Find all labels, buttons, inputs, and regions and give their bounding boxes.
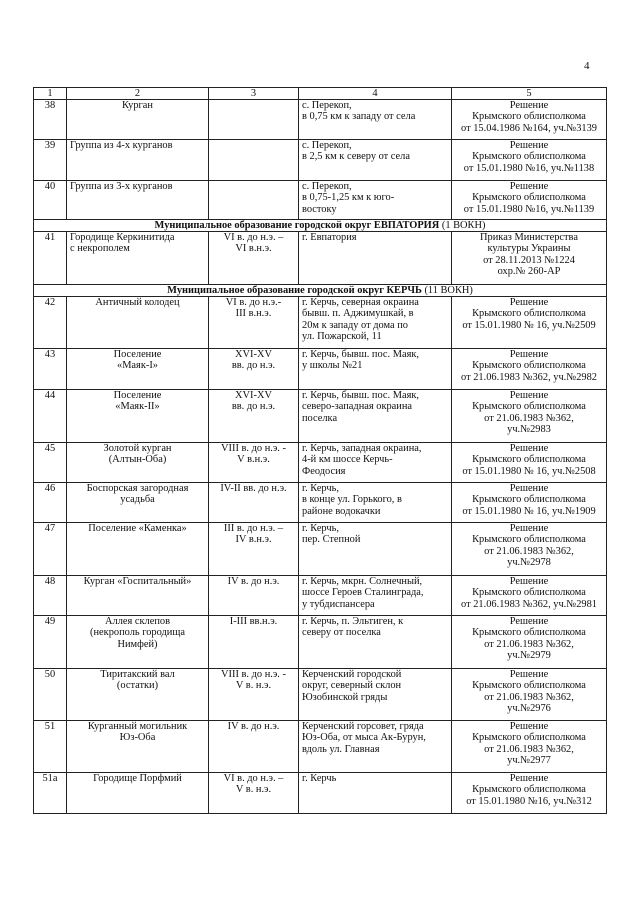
cell-text-line: уч.№2983 — [507, 423, 551, 435]
cell-text-line: вв. до н.э. — [231, 401, 276, 413]
cell-text-line: ул. Пожарской, 11 — [302, 330, 382, 342]
cell-monument-name — [67, 576, 209, 616]
cell-text-line: (остатки) — [116, 680, 159, 692]
cell-text-line: VI в. до н.э. – — [223, 773, 284, 784]
section-heading-row — [34, 220, 607, 232]
cell-monument-name — [67, 297, 209, 349]
cell-dating — [209, 140, 299, 181]
cell-text-line: I-III вв.н.э. — [229, 616, 278, 627]
cell-monument-name — [67, 721, 209, 773]
cell-text-line: от 15.01.1980 № 16, уч.№2509 — [462, 319, 596, 331]
cell-text-line: Античный колодец — [95, 297, 180, 308]
cell-text-line: Керченский горсовет, гряда — [302, 721, 424, 732]
cell-location — [299, 773, 452, 814]
cell-text-line: от 15.01.1980 № 16, уч.№1909 — [462, 505, 596, 517]
cell-dating — [209, 669, 299, 721]
cell-text-line: IV в. до н.э. — [227, 721, 280, 732]
cell-text-line: Решение — [509, 773, 549, 784]
cell-text-line: бывш. п. Аджимушкай, в — [302, 308, 414, 320]
cell-text-line: от 21.06.1983 №362, — [484, 545, 574, 557]
cell-text-line: от 21.06.1983 №362, уч.№2982 — [461, 371, 597, 383]
cell-number: 41 — [34, 232, 67, 285]
cell-text-line: VIII в. до н.э. - — [221, 443, 286, 454]
cell-text-line: Крымского облисполкома — [472, 732, 586, 744]
cell-text-line: уч.№2977 — [507, 754, 551, 766]
monuments-registry-table — [33, 87, 607, 814]
cell-number: 44 — [34, 390, 67, 443]
cell-text-line: Аллея склепов — [105, 616, 170, 627]
cell-text-line: Решение — [509, 297, 549, 308]
cell-number: 43 — [34, 349, 67, 390]
cell-text-line: Крымского облисполкома — [472, 308, 586, 320]
cell-document — [452, 181, 607, 220]
page-number: 4 — [584, 60, 590, 72]
cell-monument-name — [67, 669, 209, 721]
cell-text-line: Решение — [509, 523, 549, 534]
cell-text-line: от 21.06.1983 №362, — [484, 691, 574, 703]
cell-dating — [209, 773, 299, 814]
cell-text-line: Крымского облисполкома — [472, 454, 586, 466]
table-row — [34, 523, 607, 576]
cell-text-line: Решение — [509, 483, 549, 494]
cell-monument-name — [67, 773, 209, 814]
cell-text-line: усадьба — [120, 494, 155, 506]
cell-location — [299, 349, 452, 390]
table-row — [34, 721, 607, 773]
cell-text-line: V в. н.э. — [235, 784, 272, 796]
cell-location — [299, 232, 452, 285]
cell-document — [452, 773, 607, 814]
cell-text-line: Юз-Оба, от мыса Ак-Бурун, — [302, 732, 426, 744]
table-row — [34, 773, 607, 814]
cell-text-line: Крымского облисполкома — [472, 587, 586, 599]
cell-text-line: округ, северный склон — [302, 680, 402, 692]
cell-text-line: Феодосия — [302, 465, 346, 477]
cell-location — [299, 483, 452, 523]
cell-document — [452, 232, 607, 285]
cell-location — [299, 616, 452, 669]
cell-text-line: Решение — [509, 349, 549, 360]
table-row — [34, 669, 607, 721]
cell-text-line: Городище Керкинитида — [70, 232, 175, 243]
cell-text-line: районе водокачки — [302, 505, 381, 517]
cell-text-line: г. Керчь, бывш. пос. Маяк, — [302, 349, 419, 360]
cell-text-line: Курган — [122, 100, 153, 111]
column-number-row — [34, 88, 607, 100]
cell-text-line: от 28.11.2013 №1224 — [483, 254, 575, 266]
cell-monument-name — [67, 483, 209, 523]
cell-monument-name — [67, 390, 209, 443]
cell-monument-name — [67, 523, 209, 576]
cell-text-line: с некрополем — [70, 243, 130, 255]
cell-text-line: XVI-XV — [235, 349, 272, 360]
cell-document — [452, 100, 607, 140]
table-row — [34, 443, 607, 483]
cell-dating — [209, 232, 299, 285]
cell-text-line: Курганный могильник — [87, 721, 188, 732]
section-heading-count: (1 ВОКН) — [439, 220, 486, 231]
cell-text-line: г. Керчь, п. Эльтиген, к — [302, 616, 404, 627]
cell-text-line: VI в. до н.э. – — [223, 232, 284, 243]
cell-text-line: г. Керчь — [302, 773, 337, 784]
cell-text-line: с. Перекоп, — [302, 181, 352, 192]
cell-text-line: г. Керчь, мкрн. Солнечный, — [302, 576, 423, 587]
cell-number: 47 — [34, 523, 67, 576]
table-row — [34, 140, 607, 181]
cell-number: 51а — [34, 773, 67, 814]
table-row — [34, 483, 607, 523]
cell-text-line: Крымского облисполкома — [472, 494, 586, 506]
cell-text-line: от 15.04.1986 №164, уч.№3139 — [461, 122, 597, 134]
cell-text-line: Поселение «Каменка» — [88, 523, 187, 534]
cell-text-line: Керченский городской — [302, 669, 402, 680]
cell-text-line: IV-II вв. до н.э. — [220, 483, 287, 494]
cell-monument-name — [67, 181, 209, 220]
cell-dating — [209, 616, 299, 669]
section-heading-row — [34, 285, 607, 297]
cell-text-line: пер. Степной — [302, 534, 361, 546]
cell-text-line: Крымского облисполкома — [472, 784, 586, 796]
cell-text-line: VIII в. до н.э. - — [221, 669, 286, 680]
cell-text-line: Юзобинской гряды — [302, 691, 388, 703]
cell-location — [299, 523, 452, 576]
cell-monument-name — [67, 616, 209, 669]
cell-dating — [209, 576, 299, 616]
section-heading — [34, 285, 607, 297]
cell-text-line: Нимфей) — [117, 638, 158, 650]
cell-text-line: Золотой курган — [103, 443, 172, 454]
cell-document — [452, 140, 607, 181]
cell-text-line: Решение — [509, 576, 549, 587]
cell-text-line: уч.№2976 — [507, 702, 551, 714]
cell-document — [452, 349, 607, 390]
cell-text-line: (некрополь городища — [90, 627, 185, 639]
cell-text-line: Юз-Оба — [119, 732, 156, 744]
cell-text-line: г. Керчь, бывш. пос. Маяк, — [302, 390, 419, 401]
cell-text-line: уч.№2978 — [507, 556, 551, 568]
cell-location — [299, 576, 452, 616]
cell-number: 40 — [34, 181, 67, 220]
cell-text-line: «Маяк-II» — [115, 401, 160, 413]
cell-text-line: с. Перекоп, — [302, 100, 352, 111]
cell-text-line: 20м к западу от дома по — [302, 319, 408, 331]
cell-location — [299, 390, 452, 443]
cell-text-line: у тубдиспансера — [302, 598, 375, 610]
cell-text-line: Крымского облисполкома — [472, 192, 586, 204]
cell-document — [452, 443, 607, 483]
cell-text-line: вв. до н.э. — [231, 360, 276, 372]
cell-text-line: у школы №21 — [302, 360, 363, 372]
cell-text-line: Курган «Госпитальный» — [83, 576, 192, 587]
column-number: 2 — [67, 88, 209, 100]
cell-dating — [209, 721, 299, 773]
cell-number: 42 — [34, 297, 67, 349]
table-row — [34, 100, 607, 140]
cell-text-line: от 15.01.1980 №16, уч.№1138 — [463, 162, 595, 174]
table-row — [34, 576, 607, 616]
table-row — [34, 616, 607, 669]
cell-text-line: (Алтын-Оба) — [108, 454, 167, 466]
cell-document — [452, 721, 607, 773]
cell-document — [452, 523, 607, 576]
cell-text-line: г. Евпатория — [302, 232, 357, 243]
cell-dating — [209, 390, 299, 443]
section-heading-title: Муниципальное образование городской округ КЕРЧЬ — [167, 285, 422, 296]
cell-text-line: Решение — [509, 390, 549, 401]
cell-dating — [209, 443, 299, 483]
cell-text-line: XVI-XV — [235, 390, 272, 401]
cell-dating — [209, 100, 299, 140]
cell-document — [452, 297, 607, 349]
column-number: 3 — [209, 88, 299, 100]
cell-text-line: Крымского облисполкома — [472, 627, 586, 639]
cell-text-line: от 15.01.1980 №16, уч.№312 — [466, 795, 592, 807]
cell-monument-name — [67, 100, 209, 140]
column-number: 1 — [34, 88, 67, 100]
cell-text-line: с. Перекоп, — [302, 140, 352, 151]
cell-location — [299, 100, 452, 140]
cell-number: 49 — [34, 616, 67, 669]
cell-text-line: V в. н.э. — [235, 680, 272, 692]
cell-number: 39 — [34, 140, 67, 181]
cell-number: 50 — [34, 669, 67, 721]
cell-text-line: Решение — [509, 100, 549, 111]
cell-text-line: шоссе Героев Сталинграда, — [302, 587, 424, 599]
cell-document — [452, 390, 607, 443]
cell-dating — [209, 483, 299, 523]
registry-table-body — [34, 88, 607, 814]
cell-text-line: от 21.06.1983 №362, — [484, 743, 574, 755]
cell-text-line: поселка — [302, 412, 338, 424]
cell-text-line: в 0,75 км к западу от села — [302, 111, 416, 123]
cell-text-line: Приказ Министерства — [480, 232, 578, 243]
cell-dating — [209, 349, 299, 390]
cell-text-line: уч.№2979 — [507, 649, 551, 661]
cell-text-line: Тиритакский вал — [100, 669, 175, 680]
table-row — [34, 390, 607, 443]
cell-monument-name — [67, 140, 209, 181]
cell-text-line: северу от поселка — [302, 627, 381, 639]
cell-dating — [209, 297, 299, 349]
section-heading-count: (11 ВОКН) — [421, 285, 473, 296]
cell-location — [299, 140, 452, 181]
cell-text-line: в 2,5 км к северу от села — [302, 151, 410, 163]
cell-text-line: культуры Украины — [487, 243, 571, 255]
cell-text-line: Поселение — [113, 349, 162, 360]
cell-text-line: V в.н.э. — [237, 454, 270, 466]
cell-text-line: г. Керчь, северная окраина — [302, 297, 419, 308]
table-row — [34, 232, 607, 285]
cell-dating — [209, 523, 299, 576]
cell-text-line: северо-западная окраина — [302, 401, 413, 413]
cell-text-line: от 21.06.1983 №362, — [484, 412, 574, 424]
cell-location — [299, 721, 452, 773]
column-number: 4 — [299, 88, 452, 100]
cell-text-line: от 21.06.1983 №362, уч.№2981 — [461, 598, 597, 610]
cell-location — [299, 669, 452, 721]
cell-text-line: VI в. до н.э.- — [225, 297, 282, 308]
cell-text-line: Решение — [509, 181, 549, 192]
cell-text-line: в конце ул. Горького, в — [302, 494, 402, 506]
cell-text-line: г. Керчь, западная окраина, — [302, 443, 422, 454]
table-row — [34, 349, 607, 390]
cell-text-line: III в. до н.э. – — [223, 523, 284, 534]
cell-text-line: Решение — [509, 140, 549, 151]
section-heading-title: Муниципальное образование городской округ ЕВПАТОРИЯ — [154, 220, 440, 231]
table-row — [34, 297, 607, 349]
cell-text-line: Крымского облисполкома — [472, 360, 586, 372]
cell-text-line: от 15.01.1980 № 16, уч.№2508 — [462, 465, 596, 477]
cell-number: 48 — [34, 576, 67, 616]
cell-text-line: охр.№ 260-АР — [497, 265, 561, 277]
cell-text-line: от 21.06.1983 №362, — [484, 638, 574, 650]
cell-text-line: VI в.н.э. — [235, 243, 272, 255]
cell-location — [299, 297, 452, 349]
cell-text-line: Решение — [509, 721, 549, 732]
cell-text-line: «Маяк-I» — [117, 360, 158, 372]
cell-number: 51 — [34, 721, 67, 773]
cell-document — [452, 483, 607, 523]
cell-text-line: III в.н.э. — [235, 308, 272, 320]
cell-text-line: Крымского облисполкома — [472, 401, 586, 413]
cell-text-line: востоку — [302, 203, 337, 215]
cell-location — [299, 443, 452, 483]
cell-document — [452, 669, 607, 721]
cell-text-line: Решение — [509, 443, 549, 454]
cell-text-line: Крымского облисполкома — [472, 111, 586, 123]
cell-monument-name — [67, 349, 209, 390]
cell-number: 38 — [34, 100, 67, 140]
cell-text-line: Боспорская загородная — [86, 483, 189, 494]
cell-text-line: Группа из 4-х курганов — [70, 140, 173, 151]
cell-text-line: от 15.01.1980 №16, уч.№1139 — [463, 203, 595, 215]
cell-text-line: Поселение — [113, 390, 162, 401]
column-number: 5 — [452, 88, 607, 100]
cell-text-line: г. Керчь, — [302, 523, 339, 534]
cell-text-line: Решение — [509, 669, 549, 680]
table-row — [34, 181, 607, 220]
cell-document — [452, 576, 607, 616]
cell-number: 45 — [34, 443, 67, 483]
cell-number: 46 — [34, 483, 67, 523]
cell-text-line: 4-й км шоссе Керчь- — [302, 454, 393, 466]
cell-monument-name — [67, 232, 209, 285]
cell-location — [299, 181, 452, 220]
section-heading — [34, 220, 607, 232]
cell-text-line: Крымского облисполкома — [472, 680, 586, 692]
cell-text-line: Крымского облисполкома — [472, 151, 586, 163]
cell-text-line: Решение — [509, 616, 549, 627]
cell-text-line: Крымского облисполкома — [472, 534, 586, 546]
cell-dating — [209, 181, 299, 220]
cell-text-line: в 0,75-1,25 км к юго- — [302, 192, 395, 204]
cell-text-line: Городище Порфмий — [93, 773, 182, 784]
cell-text-line: Группа из 3-х курганов — [70, 181, 173, 192]
cell-text-line: г. Керчь, — [302, 483, 339, 494]
cell-text-line: вдоль ул. Главная — [302, 743, 380, 755]
cell-monument-name — [67, 443, 209, 483]
cell-text-line: IV в. до н.э. — [227, 576, 280, 587]
cell-document — [452, 616, 607, 669]
cell-text-line: IV в.н.э. — [235, 534, 272, 546]
